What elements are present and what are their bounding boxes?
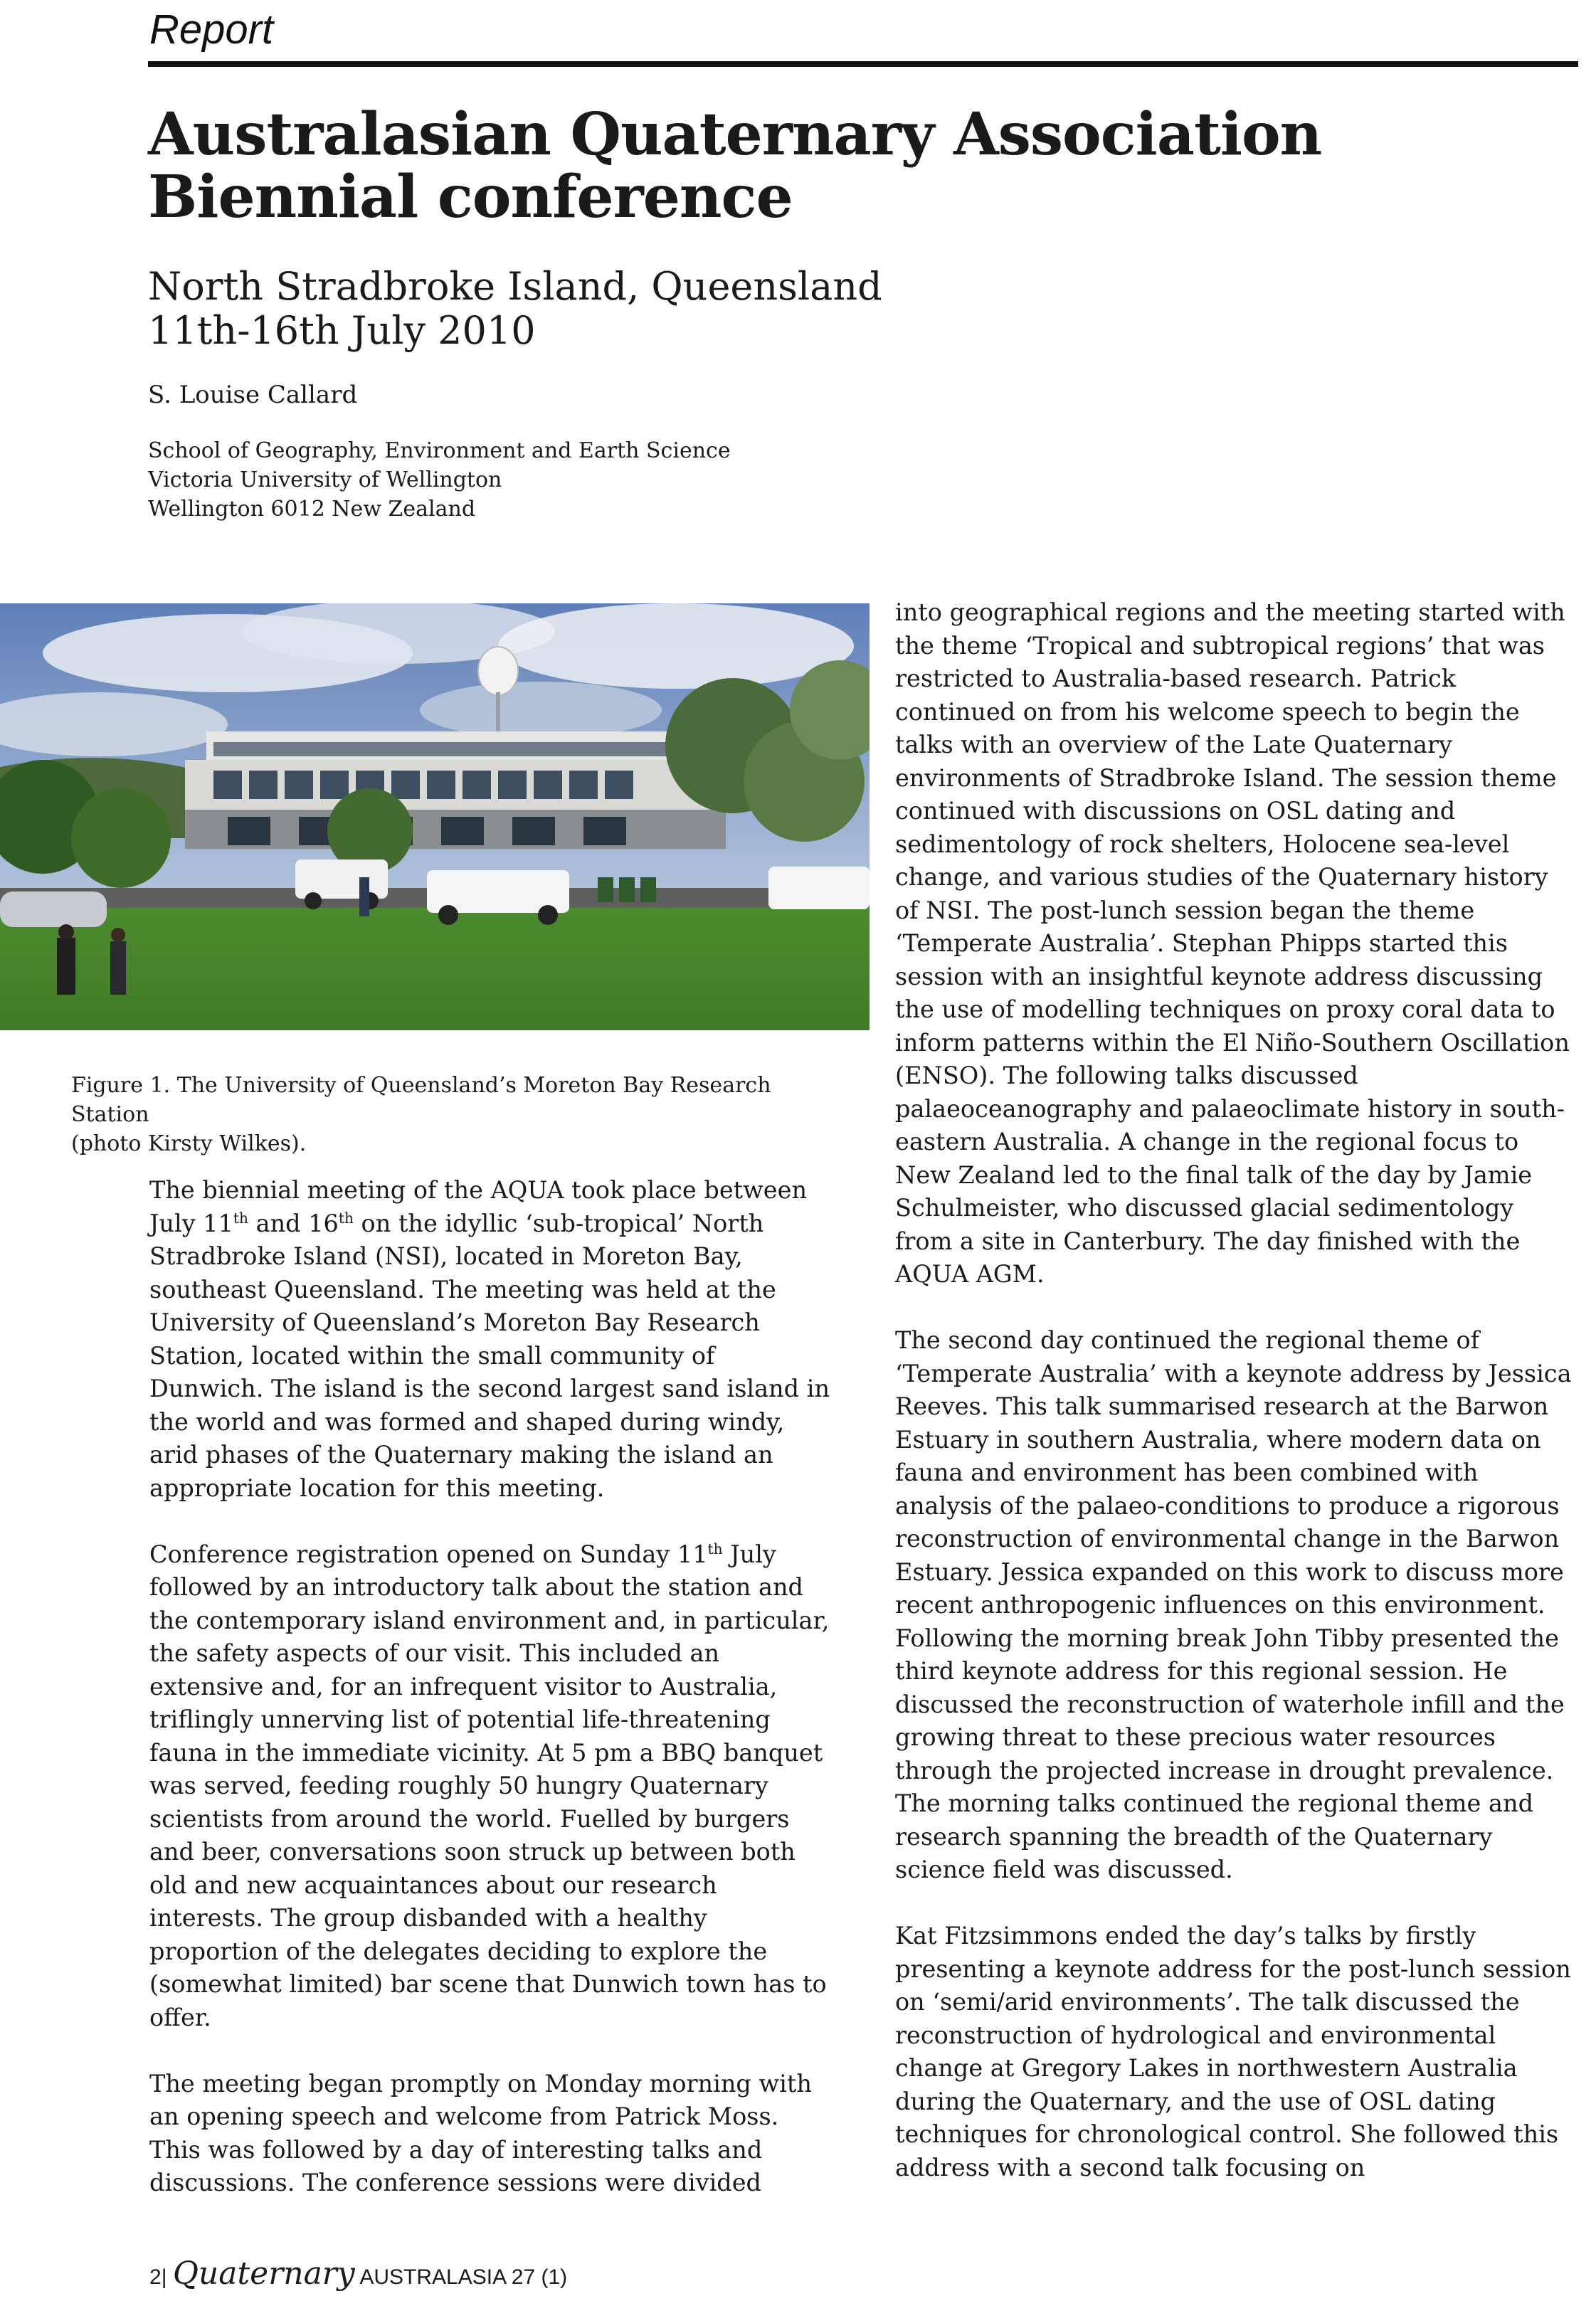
paragraph-3 [149,2068,833,2200]
paragraph-2: Conference registration opened on Sunday 11th July followed by an introductory talk about the station and the contemporary island environment and, in particular, the safety aspects of our visit. This included an extensive and, for an infrequent visitor to Australia, triflingly unnerving list of potential life-threatening fauna in the immediate vicinity. At 5 pm a BBQ banquet was served, feeding roughly 50 hungry Quaternary scientists from around the world. Fuelled by burgers and beer, conversations soon struck up between both old and new acquaintances about our research interests. The group disbanded with a healthy proportion of the delegates deciding to explore the (somewhat limited) bar scene that Dunwich town has to offer. [149,1540,830,2031]
author-affiliation [148,436,731,524]
paragraph-3-end: into geographical regions and the meeting started with the theme ‘Tropical and subtropical regions’ that was restricted to Australia-based research. Patrick continued on from his welcome speech to begin the talks with an overview of the Late Quaternary environments of Stradbroke Island. The session theme continued with discussions on OSL dating and sedimentology of rock shelters, Holocene sea-level change, and various studies of the Quaternary history of NSI. The post-lunch session began the theme ‘Temperate Australia’. Stephan Phipps started this session with an insightful keynote address discussing the use of modelling techniques on proxy coral data to inform patterns within the El Niño-Southern Oscillation (ENSO). The following talks discussed palaeoceanography and palaeoclimate history in south-eastern Australia. A change in the regional focus to New Zealand led to the final talk of the day by Jamie Schulmeister, who discussed glacial sedimentology from a site in Canterbury. The day finished with the AQUA AGM. [895,598,1570,1288]
article-title: Australasian Quaternary Association Biennial conference [148,100,1322,231]
affiliation-address: Wellington 6012 New Zealand [148,497,476,522]
header-rule [148,61,1578,67]
body-column-right [895,596,1578,2218]
journal-issue: AUSTRALASIA 27 (1) [359,2265,568,2289]
affiliation-school: School of Geography, Environment and Earth Science [148,438,731,463]
footer-separator: | [161,2265,167,2289]
section-label: Report [149,6,274,53]
page-number: 2 [149,2265,162,2289]
figure-caption [71,1071,840,1158]
article-subtitle [148,265,882,353]
paragraph-3-continued [895,596,1578,1291]
affiliation-university: Victoria University of Wellington [148,467,502,492]
subtitle-location: North Stradbroke Island, Queensland [148,264,882,309]
paragraph-1: The biennial meeting of the AQUA took place between July 11th and 16th on the idyllic ‘sub-tropical’ North Stradbroke Island (NSI), located in Moreton Bay, southeast Queensland. The meeting was held at the University of Queensland’s Moreton Bay Research Station, located within the small community of Dunwich. The island is the second largest sand island in the world and was formed and shaped during windy, arid phases of the Quaternary making the island an appropriate location for this meeting. [149,1176,830,1502]
author-name: S. Louise Callard [148,381,358,409]
paragraph-4: The second day continued the regional theme of ‘Temperate Australia’ with a keynote address by Jessica Reeves. This talk summarised research at the Barwon Estuary in southern Australia, where modern data on fauna and environment has been combined with analysis of the palaeo-conditions to produce a rigorous reconstruction of environmental change in the Barwon Estuary. Jessica expanded on this work to discuss more recent anthropogenic influences on this environment. Following the morning break John Tibby presented the third keynote address for this regional session. He discussed the reconstruction of waterhole infill and the growing threat to these precious water resources through the projected increase in drought prevalence. The morning talks continued the regional theme and research spanning the breadth of the Quaternary science field was discussed. [895,1326,1572,1883]
paragraph-3-start: The meeting began promptly on Monday morning with an opening speech and welcome from Patrick Moss. This was followed by a day of interesting talks and discussions. The conference sessions were divided [149,2069,812,2196]
body-column-left [149,1174,833,2233]
research-station-photo [0,603,870,1030]
page-footer [149,2255,567,2292]
caption-credit: (photo Kirsty Wilkes). [71,1131,307,1156]
journal-name: Quaternary [172,2255,355,2292]
paragraph-5: Kat Fitzsimmons ended the day’s talks by firstly presenting a keynote address for the post-lunch session on ‘semi/arid environments’. The talk discussed the reconstruction of hydrological and environmental change at Gregory Lakes in northwestern Australia during the Quaternary, and the use of OSL dating techniques for chronological control. She followed this address with a second talk focusing on [895,1922,1571,2181]
subtitle-dates: 11th-16th July 2010 [148,308,536,353]
caption-line: Figure 1. The University of Queensland’s Moreton Bay Research Station [71,1073,771,1127]
